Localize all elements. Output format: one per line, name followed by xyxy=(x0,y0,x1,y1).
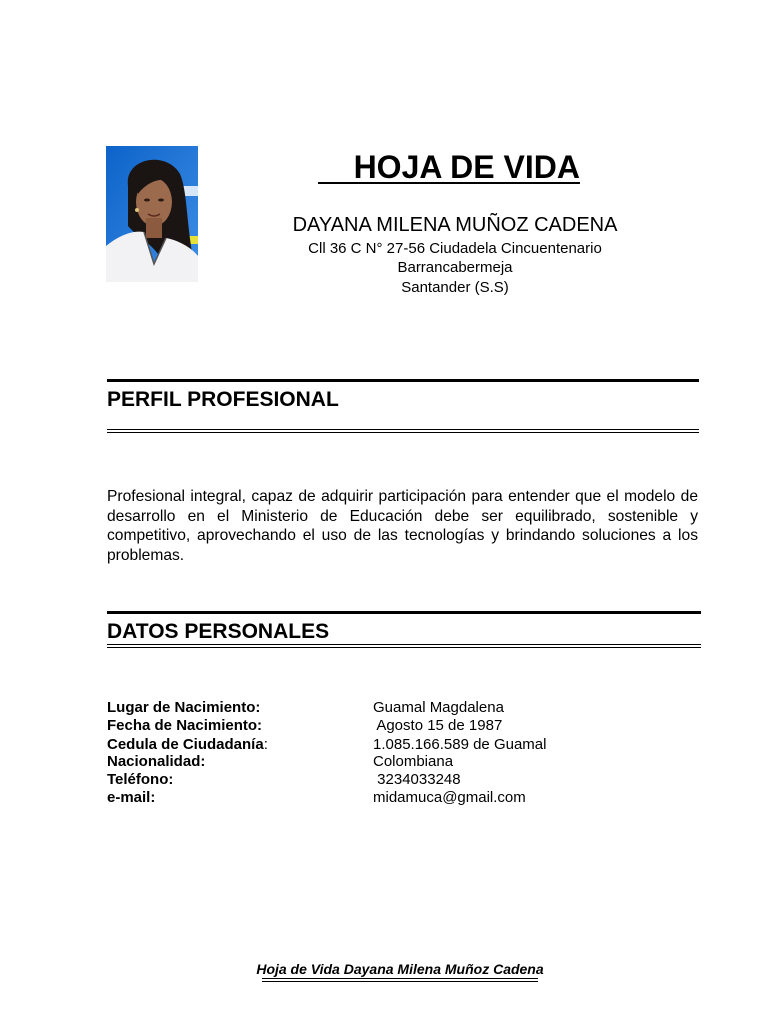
profile-heading: PERFIL PROFESIONAL xyxy=(107,388,339,411)
email-row xyxy=(107,789,707,807)
nationality-label: Nacionalidad: xyxy=(107,753,206,770)
phone-label: Teléfono: xyxy=(107,771,174,788)
id-number-value: 1.085.166.589 de Guamal xyxy=(373,736,547,753)
phone-value: 3234033248 xyxy=(373,771,461,788)
personal-heading: DATOS PERSONALES xyxy=(107,620,330,643)
id-number-label-colon: : xyxy=(263,736,268,753)
profile-text: Profesional integral, capaz de adquirir participación para entender que el modelo de desarrollo en el Ministerio de Educación debe ser equilibrado, sostenible y competitivo, aprovechando el uso de las tecnologías y brindando soluciones a los problemas. xyxy=(107,488,698,564)
profile-photo-image xyxy=(106,146,198,282)
id-number-label xyxy=(107,736,268,754)
candidate-name: DAYANA MILENA MUÑOZ CADENA xyxy=(292,214,618,236)
address-line-2: Barrancabermeja xyxy=(397,259,513,276)
profile-photo xyxy=(106,146,198,282)
section-rule-top xyxy=(107,379,699,382)
birthplace-row xyxy=(107,699,707,717)
birthdate-value: Agosto 15 de 1987 xyxy=(373,717,503,734)
email-label: e-mail: xyxy=(107,789,156,806)
footer-rule xyxy=(262,978,538,982)
section-rule-top xyxy=(107,611,701,614)
birthdate-row xyxy=(107,717,707,735)
id-number-label-text: Cedula de Ciudadanía xyxy=(107,736,264,753)
nationality-row xyxy=(107,753,707,771)
address-line-1: Cll 36 C N° 27-56 Ciudadela Cincuentenario xyxy=(308,240,602,257)
birthdate-label: Fecha de Nacimiento: xyxy=(107,717,263,734)
address-line-3: Santander (S.S) xyxy=(401,279,509,296)
nationality-value: Colombiana xyxy=(373,753,454,770)
page-footer: Hoja de Vida Dayana Milena Muñoz Cadena xyxy=(256,961,544,977)
page-title: HOJA DE VIDA xyxy=(318,149,580,185)
birthplace-label: Lugar de Nacimiento: xyxy=(107,699,261,716)
birthplace-value: Guamal Magdalena xyxy=(373,699,504,716)
id-number-row xyxy=(107,736,707,754)
section-rule-bottom xyxy=(107,644,701,648)
section-rule-bottom xyxy=(107,429,699,433)
email-value: midamuca@gmail.com xyxy=(373,789,526,806)
phone-row xyxy=(107,771,707,789)
